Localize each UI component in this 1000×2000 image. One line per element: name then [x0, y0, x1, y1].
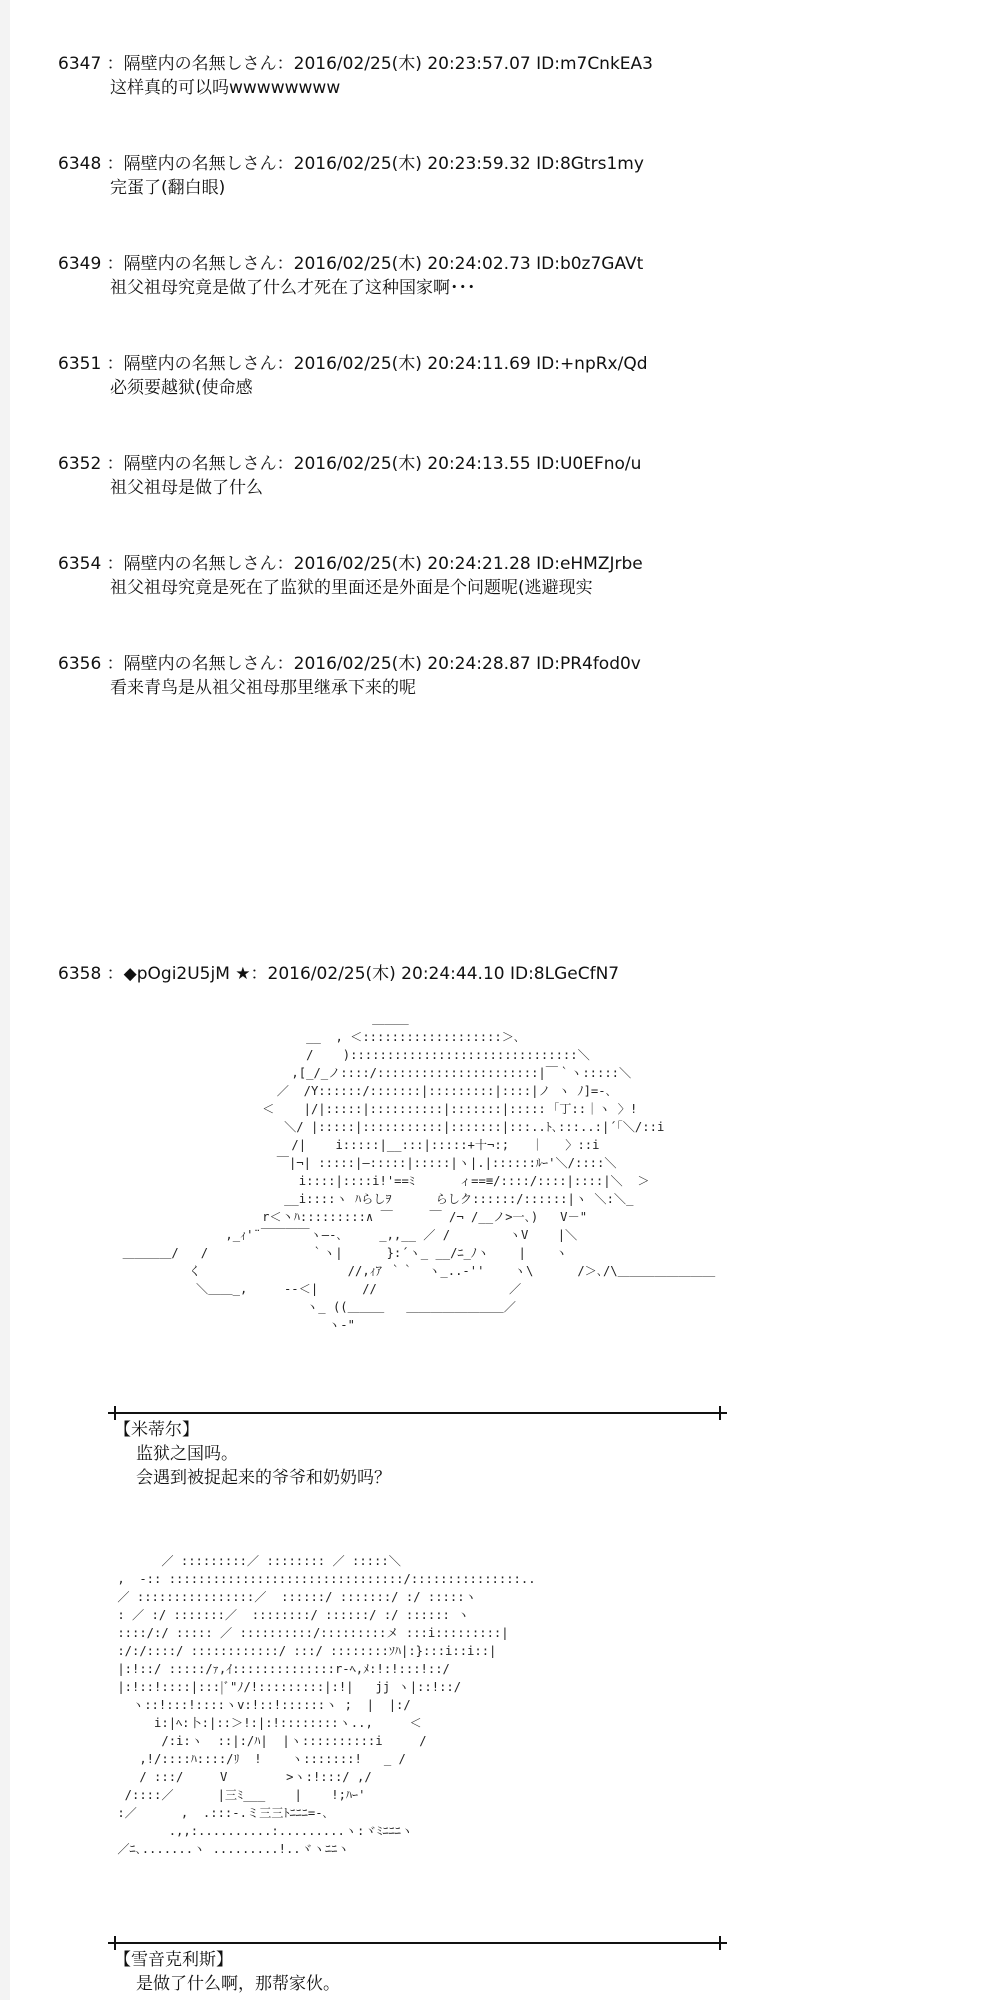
post-6358 — [58, 962, 619, 986]
post-6348 — [58, 152, 644, 200]
post-body: 完蛋了(翻白眼) — [110, 178, 226, 198]
post-body: 祖父祖母究竟是做了什么才死在了这种国家啊･･･ — [110, 278, 476, 298]
dialogue-separator — [114, 1942, 720, 1944]
dialogue-line: 会遇到被捉起来的爷爷和奶奶吗？ — [136, 1468, 391, 1488]
post-header: 6348 ：隔壁内の名無しさん：2016/02/25(木) 20:23:59.32 ID:8Gtrs1my — [58, 154, 644, 174]
dialogue-line: 是做了什么啊，那帮家伙。 — [136, 1974, 340, 1994]
post-6349 — [58, 252, 643, 300]
speaker-name: 【米蒂尔】 — [114, 1420, 199, 1440]
post-body: 这样真的可以吗wwwwwwww — [110, 78, 341, 98]
post-body: 祖父祖母是做了什么 — [110, 478, 263, 498]
post-body: 必须要越狱(使命感 — [110, 378, 253, 398]
post-header: 6354 ：隔壁内の名無しさん：2016/02/25(木) 20:24:21.28 ID:eHMZJrbe — [58, 554, 643, 574]
dialogue-chris — [114, 1948, 340, 1996]
dialogue-line: 监狱之国吗。 — [136, 1444, 238, 1464]
post-header: 6351 ：隔壁内の名無しさん：2016/02/25(木) 20:24:11.69 ID:+npRx/Qd — [58, 354, 648, 374]
post-6347 — [58, 52, 653, 100]
speaker-name: 【雪音克利斯】 — [114, 1950, 233, 1970]
dialogue-separator — [114, 1412, 720, 1414]
post-6356 — [58, 652, 641, 700]
post-body: 看来青鸟是从祖父祖母那里继承下来的呢 — [110, 678, 416, 698]
separator-cross-right — [713, 1406, 727, 1420]
left-margin-bar — [0, 0, 10, 2000]
dialogue-meitier — [114, 1418, 391, 1490]
post-header: 6358 ：◆pOgi2U5jM ★：2016/02/25(木) 20:24:44.10 ID:8LGeCfN7 — [58, 964, 620, 984]
post-header: 6349 ：隔壁内の名無しさん：2016/02/25(木) 20:24:02.73 ID:b0z7GAVt — [58, 254, 644, 274]
post-6354 — [58, 552, 643, 600]
ascii-art-chris: ／ :::::::::／ :::::::: ／ :::::＼ , -:: ::::::::::::::::::::::::::::::::/:::::::::::::::.. ／ ::::::::::::::::／ ::::::/ :::::::/ :/ :::::ヽ : ／ :/ :::::::／ ::::::::/ ::::::/ :/ :::::: ヽ ::::/:/ ::::: ／ ::::::::::/:::::::::メ :::i:::::::::| :/:/::::/ ::::::::::::/ :::/ ::::::::ｿﾊ|:}:::i::i::| |:!::/ :::::/ｧ,ｲ::::::::::::::r-ﾍ,ﾒ:!:!:::!::/ |:!::!::::|:::|ﾞ"ﾉ/!:::::::::|:!| jj ヽ|::!::/ ヽ::!:::!::::ヽv:!::!::::::ヽ ; | |:/ i:|ﾍ:卜:|::＞!:|:!::::::::ヽ.., ＜ /:i:ヽ ::|:/ﾊ| |ヽ::::::::::i / ,!/::::ﾊ::::/ﾘ ! ヽ:::::::! _ / / :::/ V >ヽ:!:::/ ,/ /::::／ |三ﾐ___ | !;ﾊｰ' :／ , .:::-.ミ三三ﾄﾆﾆﾆ=-､ .,,:..........:.........ヽ:ヾﾐﾆﾆﾆヽ ／ﾆ､.......ヽ .........!..ヾヽﾆﾆヽ — [117, 1554, 536, 1856]
ascii-art-meitier: ＿＿＿ __ , ＜:::::::::::::::::::＞､ / ):::::::::::::::::::::::::::::::＼ ,[_/_ノ::::/::::::::::::::::::::::|￣｀ヽ:::::＼ ／ /Y::::::/:::::::|:::::::::|::::|ノ ヽ ﾉ]=-､ ＜ |/|:::::|::::::::::|:::::::|::::: ｢丁::｜ヽ 〉! ＼/ |:::::|:::::::::::|:::::::|:::..ﾄ､:::..:|´｢＼/::i /| i:::::|__:::|:::::+十¬:; ｜ 〉::i ￣|¬| :::::|―:::::|:::::|ヽ|.|::::::ﾙｰ'＼/::::＼ i::::|::::i!'==ﾐ ィ==≡/::::/::::|::::|＼ ＞ __i::::ヽ ﾊらしｦ らしク::::::/::::::|ヽ ＼:＼_ r＜丶ﾊ:::::::::∧ ￣ ￣ /¬ /__ノ>一､) V－" ,_ｨ'¨￣￣￣￣ヽ―-､ _,,__ ／ / ヽV |＼ ＿＿＿＿/ / ｀ヽ| }:´ヽ_ __/ﾆ_ﾉヽ | ヽ く //,ｨｱ ｀｀ ヽ_..-'' ヽ\ /＞､/\＿＿＿＿＿＿＿＿ ＼＿＿_, --＜| // ／ ヽ_ ((＿＿＿ ＿＿＿＿＿＿＿＿／ ヽ‐" — [122, 1012, 716, 1332]
post-6352 — [58, 452, 641, 500]
post-body: 祖父祖母究竟是死在了监狱的里面还是外面是个问题呢(逃避现实 — [110, 578, 593, 598]
post-header: 6352 ：隔壁内の名無しさん：2016/02/25(木) 20:24:13.55 ID:U0EFno/u — [58, 454, 642, 474]
post-header: 6347 ：隔壁内の名無しさん：2016/02/25(木) 20:23:57.07 ID:m7CnkEA3 — [58, 54, 653, 74]
post-6351 — [58, 352, 648, 400]
separator-cross-right — [713, 1936, 727, 1950]
post-header: 6356 ：隔壁内の名無しさん：2016/02/25(木) 20:24:28.87 ID:PR4fod0v — [58, 654, 641, 674]
